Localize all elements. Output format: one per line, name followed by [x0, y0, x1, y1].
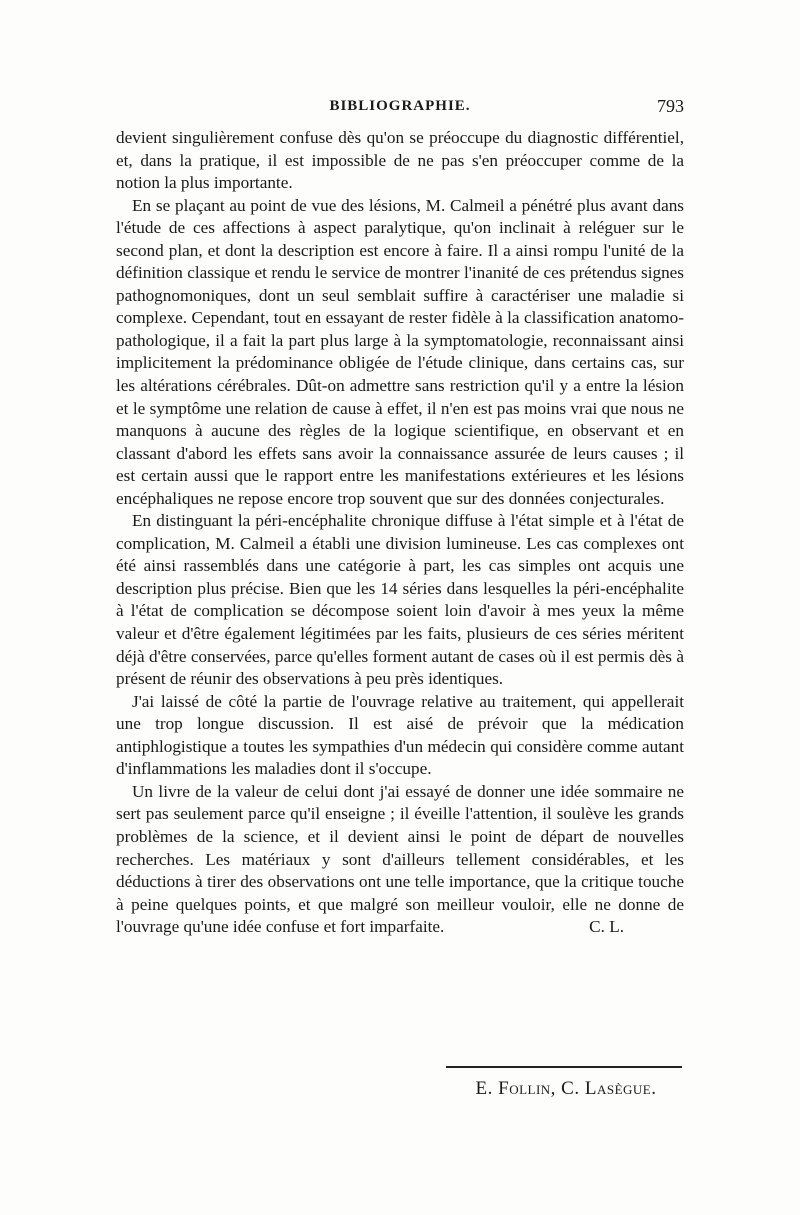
- paragraph-5: [116, 781, 684, 939]
- paragraph-1: devient singulièrement confuse dès qu'on se préoccupe du diagnostic différentiel, et, dans la pratique, il est impossible de ne pas s'en préoccuper comme de la notion la plus importante.: [116, 128, 684, 193]
- paragraph-5-text: Un livre de la valeur de celui dont j'ai essayé de donner une idée sommaire ne sert pas seulement parce qu'il enseigne ; il éveille l'attention, il soulève les grands problèmes de la science, et il devient ainsi le point de départ de nouvelles recherches. Les matériaux y sont d'ailleurs tellement considérables, et les déductions à tirer des observations ont une telle importance, que la critique touche à peine quelques points, et que malgré son meilleur vouloir, elle ne donne de l'ouvrage qu'une idée confuse et fort imparfaite.: [116, 781, 684, 937]
- author-initials: C. L.: [589, 917, 624, 937]
- signature-rule: [446, 1066, 682, 1068]
- paragraph-3: En distinguant la péri-encéphalite chronique diffuse à l'état simple et à l'état de complication, M. Calmeil a établi une division lumineuse. Les cas complexes ont été ainsi rassemblés dans une catégorie à part, les cas simples ont acquis une description plus précise. Bien que les 14 séries dans lesquelles la péri-encéphalite à l'état de complication se décompose soient loin d'avoir à mes yeux la même valeur et d'être également légitimées par les faits, plusieurs de ces séries méritent déjà d'être conservées, parce qu'elles forment autant de cases où il est permis dès à présent de réunir des observations à peu près identiques.: [116, 511, 684, 689]
- running-title: BIBLIOGRAPHIE.: [329, 98, 471, 114]
- paragraph-2: En se plaçant au point de vue des lésions, M. Calmeil a pénétré plus avant dans l'étude de ces affections à aspect paralytique, qu'on inclinait à reléguer sur le second plan, et dont la description est encore à faire. Il a ainsi rompu l'unité de la définition classique et rendu le service de montrer l'inanité de ces prétendus signes pathognomoniques, dont un seul semblait suffire à caractériser une maladie si complexe. Cependant, tout en essayant de rester fidèle à la classification anatomo-pathologique, il a fait la part plus large à la symptomatologie, reconnaissant ainsi implicitement la prédominance obligée de l'étude clinique, dans certains cas, sur les altérations cérébrales. Dût-on admettre sans restriction qu'il y a entre la lésion et le symptôme une relation de cause à effet, il n'en est pas moins vrai que nous ne manquons à aucune des règles de la logique scientifique, en observant et en classant d'abord les effets sans avoir la connaissance assurée de leurs causes ; il est certain aussi que le rapport entre les manifestations extérieures et les lésions encéphaliques ne repose encore trop souvent que sur des données conjecturales.: [116, 195, 684, 508]
- page-number: 793: [657, 96, 684, 116]
- paragraph-4: J'ai laissé de côté la partie de l'ouvrage relative au traitement, qui appellerait une trop longue discussion. Il est aisé de prévoir que la médication antiphlogistique a toutes les sympathies d'un médecin qui considère comme autant d'inflammations les maladies dont il s'occupe.: [116, 691, 684, 779]
- article-body: [116, 127, 684, 939]
- signature: E. Follin, C. Lasègue.: [475, 1078, 657, 1099]
- page-header: [116, 96, 684, 120]
